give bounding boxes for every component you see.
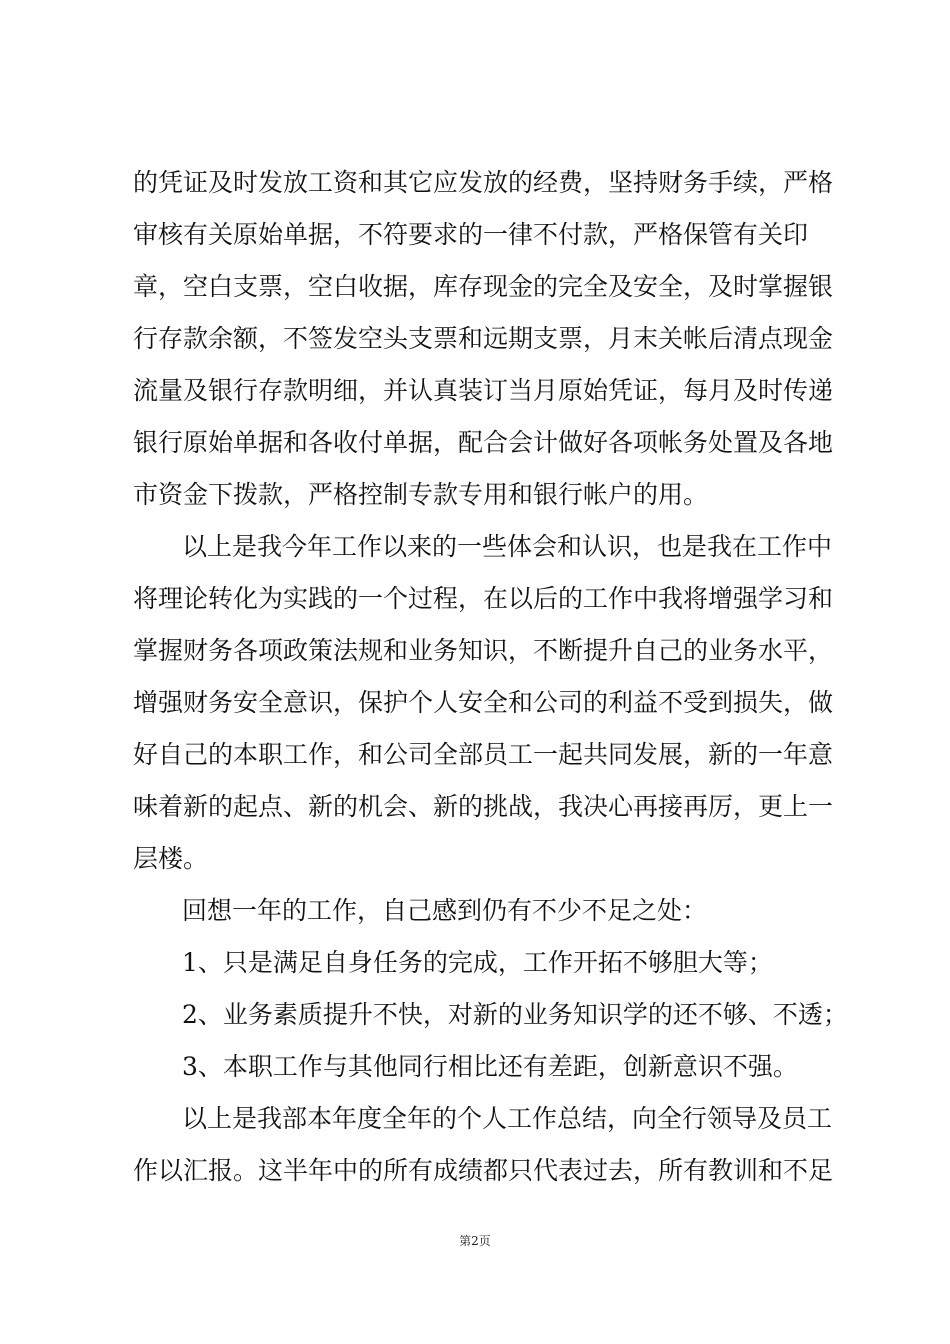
body-line: 以上是我今年工作以来的一些体会和认识，也是我在工作中 bbox=[182, 532, 833, 561]
body-line: 行存款余额，不签发空头支票和远期支票，月末关帐后清点现金 bbox=[133, 324, 834, 353]
list-item: 3、本职工作与其他同行相比还有差距，创新意识不强。 bbox=[182, 1052, 798, 1081]
body-line: 作以汇报。这半年中的所有成绩都只代表过去，所有教训和不足 bbox=[133, 1156, 834, 1185]
body-line: 审核有关原始单据，不符要求的一律不付款，严格保管有关印 bbox=[133, 220, 809, 249]
list-item: 1、只是满足自身任务的完成，工作开拓不够胆大等； bbox=[182, 948, 773, 977]
list-item: 2、业务素质提升不快，对新的业务知识学的还不够、不透； bbox=[182, 1000, 848, 1029]
body-line: 好自己的本职工作，和公司全部员工一起共同发展，新的一年意 bbox=[133, 740, 834, 769]
body-line: 掌握财务各项政策法规和业务知识，不断提升自己的业务水平， bbox=[133, 636, 834, 665]
body-line: 回想一年的工作，自己感到仍有不少不足之处： bbox=[182, 896, 708, 925]
page-number: 第2页 bbox=[459, 1234, 491, 1248]
body-line: 将理论转化为实践的一个过程，在以后的工作中我将增强学习和 bbox=[133, 584, 834, 613]
body-line: 味着新的起点、新的机会、新的挑战，我决心再接再厉，更上一 bbox=[133, 792, 834, 821]
body-line: 市资金下拨款，严格控制专款专用和银行帐户的用。 bbox=[133, 480, 709, 509]
body-line: 增强财务安全意识，保护个人安全和公司的利益不受到损失，做 bbox=[133, 688, 834, 717]
body-line: 层楼。 bbox=[133, 844, 209, 873]
body-line: 以上是我部本年度全年的个人工作总结，向全行领导及员工 bbox=[182, 1104, 833, 1133]
body-line: 银行原始单据和各收付单据，配合会计做好各项帐务处置及各地 bbox=[133, 428, 834, 457]
document-body bbox=[133, 157, 848, 1197]
body-line: 的凭证及时发放工资和其它应发放的经费，坚持财务手续，严格 bbox=[133, 168, 834, 197]
body-line: 章，空白支票，空白收据，库存现金的完全及安全，及时掌握银 bbox=[133, 272, 834, 301]
body-line: 流量及银行存款明细，并认真装订当月原始凭证，每月及时传递 bbox=[133, 376, 834, 405]
